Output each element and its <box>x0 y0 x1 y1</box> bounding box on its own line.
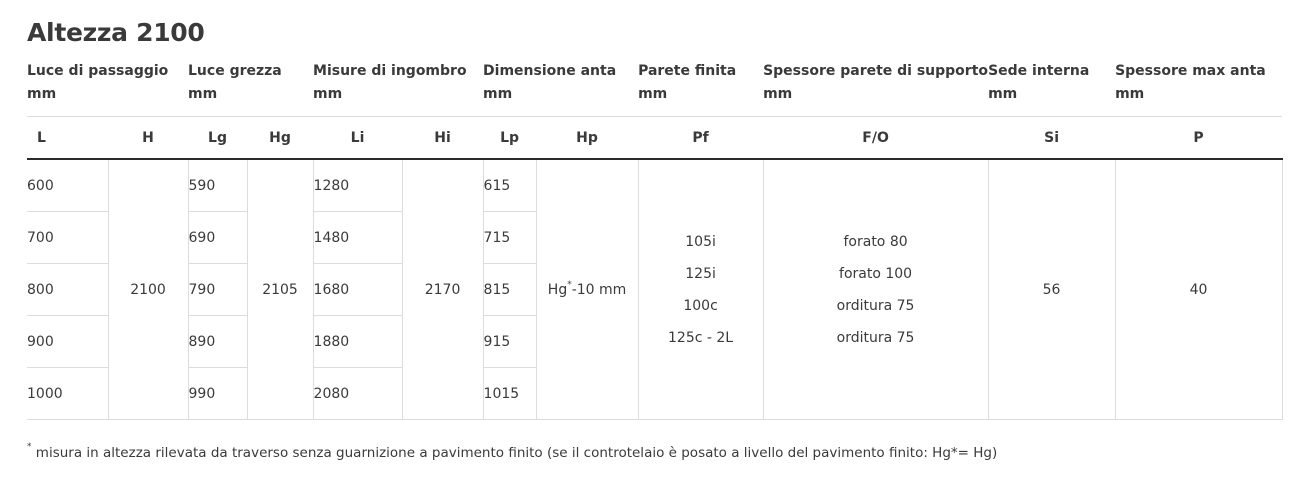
group-unit: mm <box>763 86 793 102</box>
cell-lg: 790 <box>188 264 247 316</box>
column-header-li: Li <box>313 117 402 160</box>
cell-li: 1480 <box>313 212 402 264</box>
column-header-h: H <box>108 117 188 160</box>
column-header-pf: Pf <box>638 117 763 160</box>
footnote <box>27 442 998 461</box>
pf-value: 105i <box>685 233 716 250</box>
cell-lp: 1015 <box>483 368 536 420</box>
pf-value: 125c - 2L <box>668 329 734 346</box>
hp-asterisk: * <box>567 279 572 290</box>
cell-l: 600 <box>27 159 108 212</box>
group-unit: mm <box>27 86 57 102</box>
group-header-luce-grezza <box>188 60 313 117</box>
group-unit: mm <box>313 86 343 102</box>
column-header-fo: F/O <box>763 117 988 160</box>
cell-lg: 590 <box>188 159 247 212</box>
hp-suffix: -10 mm <box>571 281 627 298</box>
group-header-misure-di-ingombro <box>313 60 483 117</box>
hp-prefix: Hg <box>547 281 568 298</box>
symbol-header-row <box>27 117 1282 160</box>
group-unit: mm <box>188 86 218 102</box>
group-header-dimensione-anta <box>483 60 638 117</box>
page-title: Altezza 2100 <box>27 18 205 47</box>
group-label: Misure di ingombro <box>313 63 467 79</box>
group-label: Parete finita <box>638 63 737 79</box>
cell-l: 700 <box>27 212 108 264</box>
cell-l: 1000 <box>27 368 108 420</box>
cell-lg: 890 <box>188 316 247 368</box>
column-header-si: Si <box>988 117 1115 160</box>
group-header-parete-finita <box>638 60 763 117</box>
group-unit: mm <box>1115 86 1145 102</box>
cell-li: 1680 <box>313 264 402 316</box>
fo-value: orditura 75 <box>836 329 915 346</box>
group-header-sede-interna <box>988 60 1115 117</box>
cell-fo <box>763 159 988 420</box>
column-header-hp: Hp <box>536 117 638 160</box>
cell-p: 40 <box>1115 159 1282 420</box>
cell-hi: 2170 <box>402 159 483 420</box>
cell-l: 800 <box>27 264 108 316</box>
cell-lp: 915 <box>483 316 536 368</box>
cell-lp: 815 <box>483 264 536 316</box>
footnote-asterisk: * <box>27 442 32 452</box>
group-label: Sede interna <box>988 63 1090 79</box>
column-header-lg: Lg <box>188 117 247 160</box>
column-header-hi: Hi <box>402 117 483 160</box>
cell-pf <box>638 159 763 420</box>
fo-value: forato 100 <box>839 265 913 282</box>
cell-hg: 2105 <box>247 159 313 420</box>
cell-li: 2080 <box>313 368 402 420</box>
cell-si: 56 <box>988 159 1115 420</box>
group-header-spessore-max-anta <box>1115 60 1282 117</box>
group-label: Luce grezza <box>188 63 282 79</box>
cell-lg: 690 <box>188 212 247 264</box>
fo-value: forato 80 <box>843 233 908 250</box>
cell-lg: 990 <box>188 368 247 420</box>
cell-l: 900 <box>27 316 108 368</box>
group-unit: mm <box>638 86 668 102</box>
group-unit: mm <box>988 86 1018 102</box>
group-header-luce-di-passaggio <box>27 60 188 117</box>
fo-value: orditura 75 <box>836 297 915 314</box>
cell-h: 2100 <box>108 159 188 420</box>
column-header-hg: Hg <box>247 117 313 160</box>
cell-li: 1280 <box>313 159 402 212</box>
group-label: Spessore max anta <box>1115 63 1266 79</box>
footnote-text: misura in altezza rilevata da traverso senza guarnizione a pavimento finito (se il controtelaio è posato a livello del pavimento finito: Hg*= Hg) <box>31 445 998 461</box>
group-unit: mm <box>483 86 513 102</box>
pf-value: 100c <box>683 297 718 314</box>
group-label: Dimensione anta <box>483 63 617 79</box>
group-header-row <box>27 60 1282 117</box>
column-header-lp: Lp <box>483 117 536 160</box>
table-row <box>27 159 1282 212</box>
cell-lp: 715 <box>483 212 536 264</box>
dimensions-table <box>27 60 1283 420</box>
cell-li: 1880 <box>313 316 402 368</box>
cell-lp: 615 <box>483 159 536 212</box>
column-header-p: P <box>1115 117 1282 160</box>
column-header-l: L <box>27 117 108 160</box>
group-header-spessore-parete-di-supporto <box>763 60 988 117</box>
cell-hp <box>536 159 638 420</box>
pf-value: 125i <box>685 265 716 282</box>
group-label: Spessore parete di supporto <box>763 63 989 79</box>
group-label: Luce di passaggio <box>27 63 169 79</box>
